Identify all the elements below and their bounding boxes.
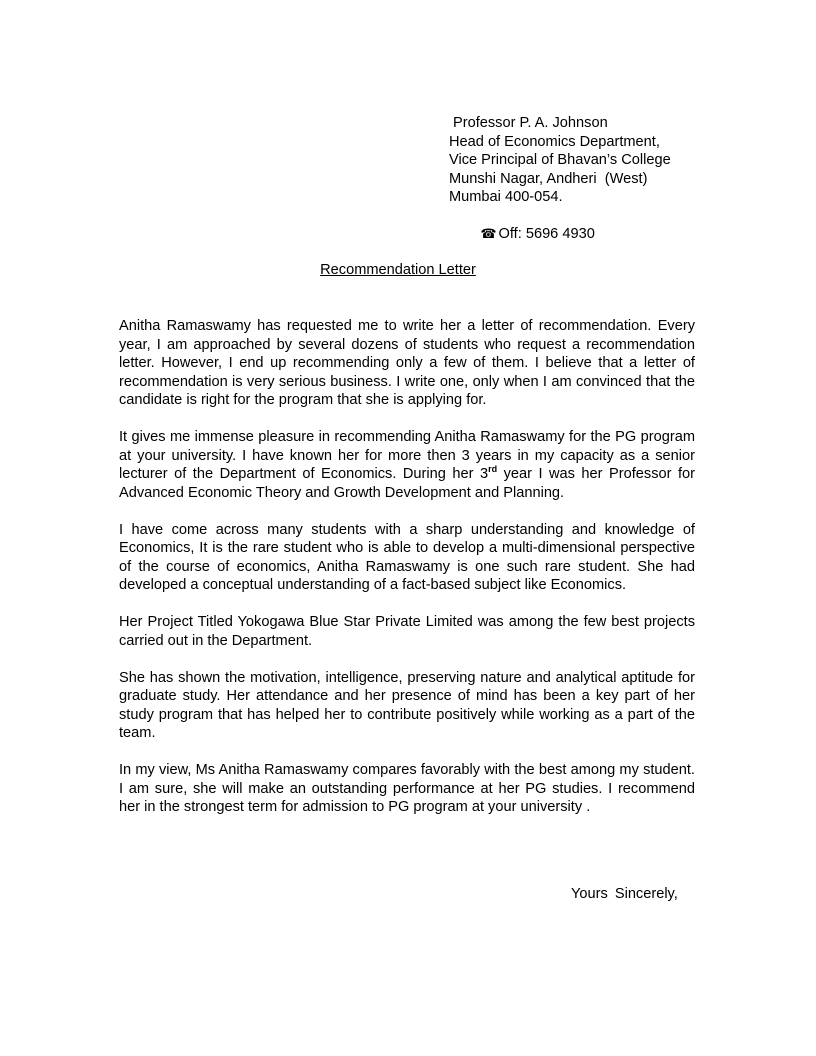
sender-role: Vice Principal of Bhavan’s College	[449, 152, 671, 168]
closing-salutation: Yours Sincerely,	[571, 886, 678, 902]
paragraph-5: She has shown the motivation, intelligence, preserving nature and analytical aptitude for graduate study. Her attendance and her presence of mind has been a key part of her study program that has helped her to contribute positively while working as a part of the team.	[119, 669, 695, 741]
paragraph-1: Anitha Ramaswamy has requested me to write her a letter of recommendation. Every year, I am approached by several dozens of students who request a recommendation letter. However, I end up recommending only a few of them. I believe that a letter of recommendation is very serious business. I write one, only when I am convinced that the candidate is right for the program that she is applying for.	[119, 318, 695, 408]
ordinal-suffix: rd	[488, 464, 498, 474]
paragraph-2-text-a: It gives me immense pleasure in recommending Anitha Ramaswamy for the PG program at your university. I have known her for more then 3 years in my capacity as a senior lecturer of the Department of Economics. During her 3	[119, 429, 695, 482]
sender-title: Head of Economics Department,	[449, 133, 660, 150]
phone-number: Off: 5696 4930	[498, 226, 595, 242]
paragraph-2	[119, 428, 695, 502]
telephone-icon: ☎	[480, 227, 497, 242]
letter-body	[119, 317, 695, 817]
paragraph-2-text-b: year I was her Professor for Advanced Economic Theory and Growth Development and Planning.	[119, 466, 695, 501]
address-line-2: Mumbai 400-054.	[449, 189, 563, 205]
letter-title: Recommendation Letter	[320, 262, 476, 278]
paragraph-6: In my view, Ms Anitha Ramaswamy compares favorably with the best among my student. I am sure, she will make an outstanding performance at her PG studies. I recommend her in the strongest term for admission to PG program at your university .	[119, 762, 695, 815]
paragraph-4: Her Project Titled Yokogawa Blue Star Private Limited was among the few best projects carried out in the Department.	[119, 614, 695, 649]
sender-name: Professor P. A. Johnson	[453, 115, 608, 131]
paragraph-3: I have come across many students with a sharp understanding and knowledge of Economics, It is the rare student who is able to develop a multi-dimensional perspective of the course of economics, Anitha Ramaswamy is one such rare student. She had developed a conceptual understanding of a fact-based subject like Economics.	[119, 521, 695, 593]
phone-line	[449, 207, 671, 264]
letterhead-address	[449, 114, 671, 263]
address-line-1: Munshi Nagar, Andheri (West)	[449, 170, 648, 187]
